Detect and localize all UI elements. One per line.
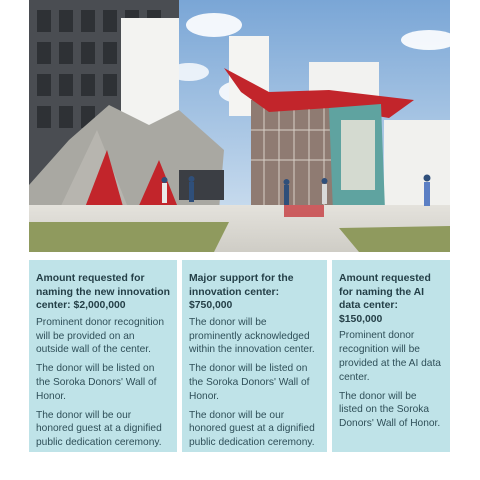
card-paragraph: The donor will be prominently acknowledged within the innovation center.: [189, 316, 315, 356]
card-paragraph: Prominent donor recognition will be provided on an outside wall of the center.: [36, 316, 164, 356]
card-paragraph: The donor will be listed on the Soroka Donors' Wall of Honor.: [339, 390, 441, 430]
card-title: Major support for the innovation center: $750,000: [189, 273, 294, 312]
card-paragraph: The donor will be listed on the Soroka Donors' Wall of Honor.: [36, 363, 157, 402]
card-paragraph: The donor will be listed on the Soroka Donors' Wall of Honor.: [189, 363, 310, 402]
card-title: Amount requested for naming the new innovation center: $2,000,000: [36, 273, 170, 312]
card-paragraph: The donor will be our honored guest at a dignified public dedication ceremony.: [189, 409, 315, 449]
card-paragraph: The donor will be our honored guest at a dignified public dedication ceremony.: [36, 409, 162, 449]
naming-innovation-center-card: [29, 260, 177, 452]
donation-options: [29, 260, 450, 452]
card-title: Amount requested for naming the AI data center: $150,000: [339, 273, 431, 325]
rendering-illustration: [29, 0, 450, 252]
naming-ai-data-center-card: [332, 260, 450, 452]
architectural-rendering: [29, 0, 450, 252]
major-support-card: [182, 260, 327, 452]
card-paragraph: Prominent donor recognition will be provided at the AI data center.: [339, 330, 441, 383]
